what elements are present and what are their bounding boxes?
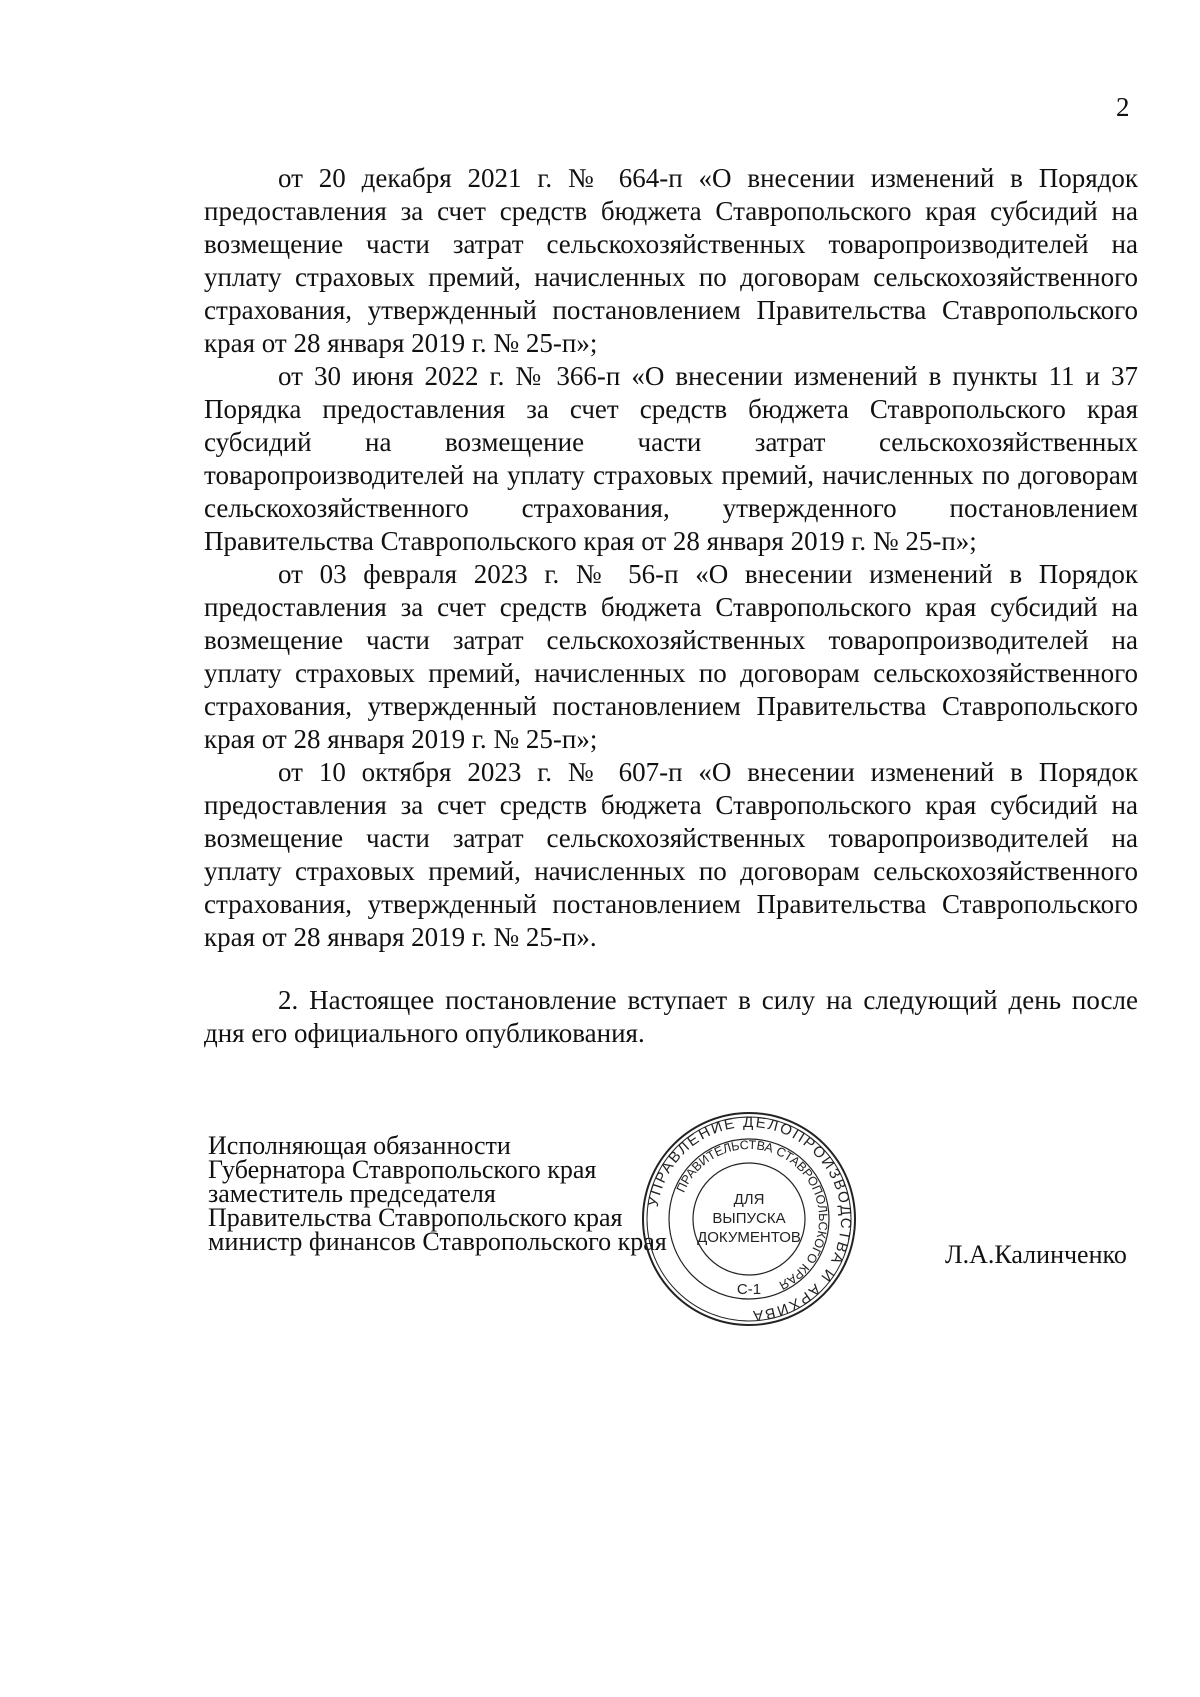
signer-name: Л.А.Калинченко <box>945 1240 1127 1269</box>
stamp-code: С-1 <box>736 1281 762 1298</box>
signature-title-line: министр финансов Ставропольского края <box>208 1227 667 1256</box>
stamp-seal-graphic <box>640 1110 858 1328</box>
amendment-paragraph-1: от 20 декабря 2021 г. № 664-п «О внесении изменений в Порядок предоставления за счет средств бюджета Ставропольского края субсидий на возмещение части затрат сельскохозяйственных товаропроизводителей на уплату страховых премий, начисленных по договорам сельскохозяйственного страхования, утвержденный постановлением Правительства Ставропольского края от 28 января 2019 г. № 25-п»; <box>204 163 1138 358</box>
stamp-center-line-1: ДЛЯ <box>733 1191 765 1208</box>
official-stamp <box>640 1110 858 1328</box>
signature-title-line: Губернатора Ставропольского края <box>208 1155 597 1184</box>
stamp-outer-text: УПРАВЛЕНИЕ ДЕЛОПРОИЗВОДСТВА И АРХИВА <box>644 1113 855 1325</box>
signature-title-line: Правительства Ставропольского края <box>208 1203 623 1232</box>
amendment-paragraph-3: от 03 февраля 2023 г. № 56-п «О внесении изменений в Порядок предоставления за счет средств бюджета Ставропольского края субсидий на возмещение части затрат сельскохозяйственных товаропроизводителей на уплату страховых премий, начисленных по договорам сельскохозяйственного страхования, утвержденный постановлением Правительства Ставропольского края от 28 января 2019 г. № 25-п»; <box>204 559 1138 754</box>
signature-block <box>208 1131 667 1256</box>
stamp-center-line-3: ДОКУМЕНТОВ <box>697 1229 801 1246</box>
document-body <box>204 162 1138 1050</box>
amendment-paragraph-2: от 30 июня 2022 г. № 366-п «О внесении изменений в пункты 11 и 37 Порядка предоставления за счет средств бюджета Ставропольского края субсидий на возмещение части затрат сельскохозяйственных товаропроизводителей на уплату страховых премий, начисленных по договорам сельскохозяйственного страхования, утвержденного постановлением Правительства Ставропольского края от 28 января 2019 г. № 25-п»; <box>204 361 1138 556</box>
clause-2: 2. Настоящее постановление вступает в силу на следующий день после дня его официального опубликования. <box>204 985 1138 1048</box>
stamp-inner-text: ПРАВИТЕЛЬСТВА СТАВРОПОЛЬСКОГО КРАЯ <box>673 1137 831 1293</box>
signature-title-line: Исполняющая обязанности <box>208 1131 511 1160</box>
page-number: 2 <box>1116 92 1130 122</box>
signature-title-line: заместитель председателя <box>208 1179 496 1208</box>
stamp-center-line-2: ВЫПУСКА <box>712 1210 786 1227</box>
amendment-paragraph-4: от 10 октября 2023 г. № 607-п «О внесении изменений в Порядок предоставления за счет средств бюджета Ставропольского края субсидий на возмещение части затрат сельскохозяйственных товаропроизводителей на уплату страховых премий, начисленных по договорам сельскохозяйственного страхования, утвержденный постановлением Правительства Ставропольского края от 28 января 2019 г. № 25-п». <box>204 757 1138 952</box>
